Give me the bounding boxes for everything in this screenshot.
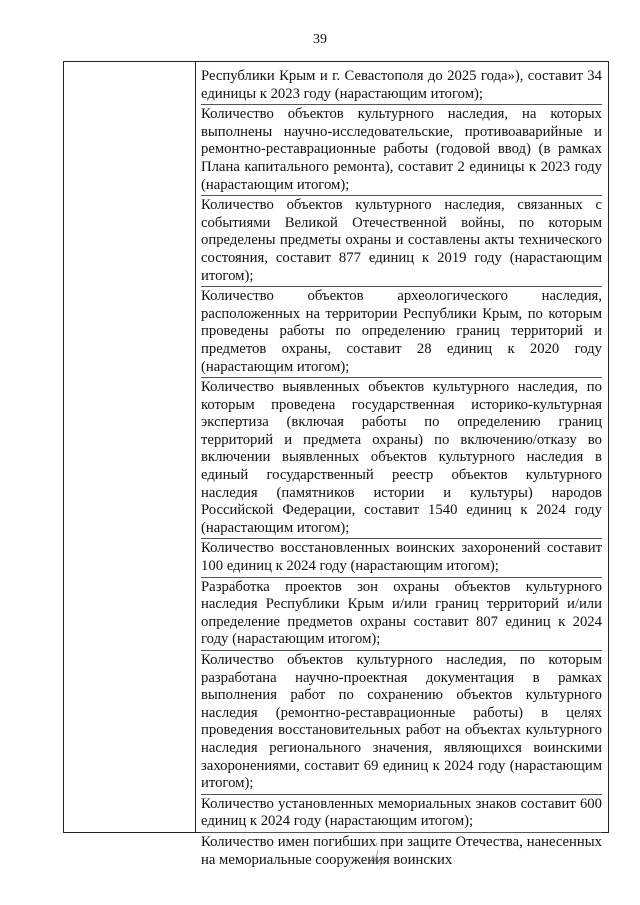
- paragraph-4: Количество объектов археологического наследия, расположенных на территории Республики Крым, по которым проведены работы по определению границ территорий и предметов охраны, составит 28 единиц к 2020 году (нарастающим итогом);: [201, 287, 602, 378]
- initials-mark: [366, 842, 388, 872]
- paragraph-2: Количество объектов культурного наследия, на которых выполнены научно-исследовательские, противоаварийные и ремонтно-реставрационные работы (годовой ввод) (в рамках Плана капитального ремонта), составит 2 единицы к 2023 году (нарастающим итогом);: [201, 105, 602, 196]
- page-number: 39: [313, 32, 327, 47]
- paragraph-10: Количество имен погибших при защите Отечества, нанесенных на мемориальные сооружения воинских: [201, 833, 602, 868]
- paragraph-1: Республики Крым и г. Севастополя до 2025 года»), составит 34 единицы к 2023 году (нарастающим итогом);: [201, 68, 602, 105]
- paragraph-9: Количество установленных мемориальных знаков составит 600 единиц к 2024 году (нарастающим итогом);: [201, 795, 602, 833]
- document-table: [63, 61, 609, 868]
- paragraph-3: Количество объектов культурного наследия, связанных с событиями Великой Отечественной войны, по которым определены предметы охраны и составлены акты технического состояния, составит 877 единиц к 2019 году (нарастающим итогом);: [201, 196, 602, 287]
- paragraph-6: Количество восстановленных воинских захоронений составит 100 единиц к 2024 году (нарастающим итогом);: [201, 539, 602, 577]
- table-left-cell: [64, 62, 196, 832]
- paragraph-7: Разработка проектов зон охраны объектов культурного наследия Республики Крым и/или границ территорий и/или определение предметов охраны составит 807 единиц к 2024 году (нарастающим итогом);: [201, 578, 602, 651]
- paragraph-8: Количество объектов культурного наследия, по которым разработана научно-проектная документация в рамках выполнения работ по сохранению объектов культурного наследия (ремонтно-реставрационные работы) в целях проведения восстановительных работ на объектах культурного наследия регионального значения, являющихся воинскими захоронениями, составит 69 единиц к 2024 году (нарастающим итогом);: [201, 651, 602, 795]
- paragraph-5: Количество выявленных объектов культурного наследия, по которым проведена государственная историко-культурная экспертиза (включая работы по определению границ территорий и предмета охраны) по включению/отказу во включении выявленных объектов культурного наследия в единый государственный реестр объектов культурного наследия (памятников истории и культуры) народов Российской Федерации, составит 1540 единиц к 2024 году (нарастающим итогом);: [201, 378, 602, 539]
- table-content-cell: [201, 68, 602, 870]
